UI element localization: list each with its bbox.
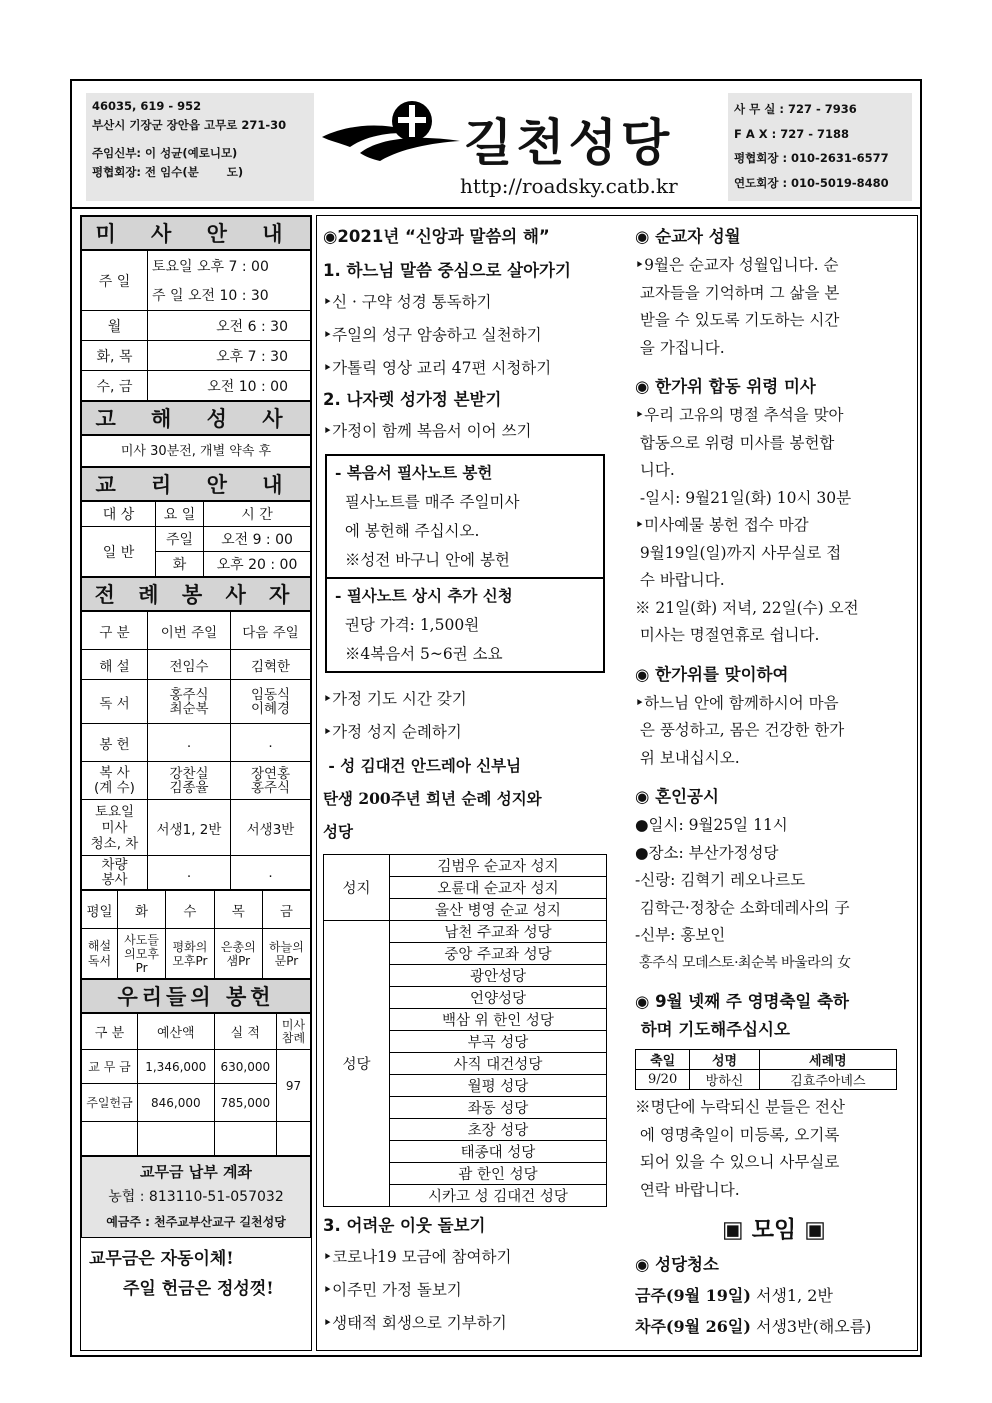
offering-category: 교 무 금 xyxy=(82,1050,138,1084)
doctrine-time: 오후 20 : 00 xyxy=(204,552,311,577)
address-box xyxy=(86,93,314,201)
wedding-line: -신랑: 김혁기 레오나르도 xyxy=(635,871,806,889)
left-column xyxy=(80,215,312,1351)
church-name: 좌동 성당 xyxy=(390,1097,607,1119)
sat-mass-time: 토요일 오후 7 : 00 xyxy=(148,251,311,281)
wedding-title: ◉ 혼인공시 xyxy=(635,787,719,806)
confession-text: 미사 30분전, 개별 약속 후 xyxy=(81,435,311,467)
feast-note-line: ※명단에 누락되신 분들은 전산 xyxy=(635,1098,845,1116)
offering-header: 실 적 xyxy=(214,1014,276,1050)
server-next-week: 장연홍 홍주식 xyxy=(231,762,311,800)
mass-table xyxy=(81,250,311,401)
offering-header: 미사 참례 xyxy=(277,1014,311,1050)
weekday-group: 하늘의 문Pr xyxy=(262,929,310,979)
feast-baptism-name: 김효주아녜스 xyxy=(759,1070,896,1090)
wedding-line: ●장소: 부산가정성당 xyxy=(635,843,779,862)
servers-header: 구 분 xyxy=(82,612,148,650)
weekday-header: 수 xyxy=(166,891,215,929)
church-logo-icon xyxy=(320,97,470,163)
church-name: 부곡 성당 xyxy=(390,1031,607,1053)
doctrine-header: 대 상 xyxy=(82,502,156,527)
address: 부산시 기장군 장안읍 고무로 271-30 xyxy=(92,118,287,132)
weekday-group: 평화의 모후Pr xyxy=(166,929,215,979)
offering-budget: 846,000 xyxy=(138,1084,215,1122)
feast-name: 방하신 xyxy=(690,1070,760,1090)
postal-code: 46035, 619 - 952 xyxy=(92,99,202,113)
feast-title: 하며 기도해주십시오 xyxy=(635,1020,790,1039)
box-line: 권당 가격: 1,500원 xyxy=(335,616,480,634)
notice-line: 주일 헌금은 정성껏! xyxy=(123,1279,274,1299)
servers-table xyxy=(81,611,311,890)
wedding-line: 김학근·정창순 소화데레사의 子 xyxy=(635,898,850,917)
website-link[interactable]: http://roadsky.catb.kr xyxy=(460,174,678,198)
section-1-title: 1. 하느님 말씀 중심으로 살아가기 xyxy=(323,261,571,280)
church-name: 광안성당 xyxy=(390,965,607,987)
church-name: 언양성당 xyxy=(390,987,607,1009)
server-this-week: 서생1, 2반 xyxy=(148,800,231,856)
doctrine-target: 일 반 xyxy=(82,527,156,577)
server-this-week: . xyxy=(148,724,231,762)
cleaning-group: 서생1, 2반 xyxy=(750,1286,833,1305)
section-2-title: 2. 나자렛 성가정 본받기 xyxy=(323,390,502,409)
council-head: 평협회장: 전 임수(분 도) xyxy=(92,165,244,179)
chuseok-mass-line: 미사는 명절연휴로 쉽니다. xyxy=(635,626,820,644)
fax-number: F A X : 727 - 7188 xyxy=(734,126,850,141)
pilgrimage-line: - 성 김대건 안드레아 신부님 xyxy=(323,756,522,775)
server-this-week: 강찬실 김종율 xyxy=(148,762,231,800)
section-2-item: ‣가정이 함께 복음서 이어 쓰기 xyxy=(323,422,532,440)
doctrine-time: 오전 9 : 00 xyxy=(204,527,311,552)
church-label: 성당 xyxy=(324,921,390,1207)
pilgrimage-table xyxy=(323,854,607,1207)
chuseok-mass-line: -일시: 9월21일(화) 10시 30분 xyxy=(635,488,852,507)
feast-note-line: 에 영명축일이 미등록, 오기록 xyxy=(635,1125,840,1144)
church-name: 시카고 성 김대건 성당 xyxy=(390,1185,607,1207)
doctrine-header: 요 일 xyxy=(156,502,204,527)
church-name: 태종대 성당 xyxy=(390,1141,607,1163)
server-this-week: . xyxy=(148,856,231,890)
offering-title: 우리들의 봉헌 xyxy=(81,979,311,1013)
mass-time: 오후 7 : 30 xyxy=(148,341,311,371)
bank-holder: 예금주 : 천주교부산교구 길천성당 xyxy=(106,1215,286,1229)
section-3-item: ‣이주민 가정 돌보기 xyxy=(323,1281,462,1299)
chuseok-mass-line: ‣미사예물 봉헌 접수 마감 xyxy=(635,516,809,534)
mass-title: 미 사 안 내 xyxy=(81,216,311,250)
cleaning-this-week xyxy=(635,1280,913,1311)
martyr-line: 받을 수 있도록 기도하는 시간 xyxy=(635,311,840,329)
feast-title: ◉ 9월 넷째 주 영명축일 축하 xyxy=(635,992,849,1011)
pilgrimage-line: 성당 xyxy=(323,822,353,841)
servers-header: 이번 주일 xyxy=(148,612,231,650)
section-2-item: ‣가정 기도 시간 갖기 xyxy=(323,690,467,708)
feast-note-line: 되어 있을 수 있으니 사무실로 xyxy=(635,1153,840,1171)
sun-mass-time: 주 일 오전 10 : 30 xyxy=(148,281,311,311)
server-next-week: . xyxy=(231,856,311,890)
weekday-header: 평일 xyxy=(82,891,118,929)
pastor: 주임신부: 이 성균(예로니모) xyxy=(92,146,238,160)
bank-account-box xyxy=(81,1156,311,1238)
office-phone: 사 무 실 : 727 - 7936 xyxy=(734,102,857,116)
bank-account: 농협 : 813110-51-057032 xyxy=(108,1189,284,1205)
header xyxy=(72,81,920,209)
chuseok-mass-line: ※ 21일(화) 저녁, 22일(수) 오전 xyxy=(635,598,859,617)
section-3-item: ‣코로나19 모금에 참여하기 xyxy=(323,1248,512,1266)
mass-day: 화, 목 xyxy=(82,341,148,371)
wedding-line: ●일시: 9월25일 11시 xyxy=(635,816,788,834)
doctrine-title: 교 리 안 내 xyxy=(81,467,311,501)
church-name: 중앙 주교좌 성당 xyxy=(390,943,607,965)
section-3-item: ‣생태적 회생으로 기부하기 xyxy=(323,1314,507,1332)
year-title: ◉2021년 “신앙과 말씀의 해” xyxy=(323,227,550,246)
box-line: ※4복음서 5~6권 소요 xyxy=(335,645,503,663)
shrine-label: 성지 xyxy=(324,855,390,921)
doctrine-day: 화 xyxy=(156,552,204,577)
church-name: 초장 성당 xyxy=(390,1119,607,1141)
doctrine-table xyxy=(81,501,311,577)
weekday-group: 사도들 의모후 Pr xyxy=(118,929,166,979)
server-role: 복 사 (계 수) xyxy=(82,762,148,800)
church-name: 괌 한인 성당 xyxy=(390,1163,607,1185)
chuseok-mass-title: ◉ 한가위 합동 위령 미사 xyxy=(635,377,816,396)
martyr-line: 을 가집니다. xyxy=(635,338,725,357)
box-line: ※성전 바구니 안에 봉헌 xyxy=(335,551,510,569)
chuseok-greeting-title: ◉ 한가위를 맞이하여 xyxy=(635,664,789,684)
pilgrimage-line: 탄생 200주년 희년 순례 성지와 xyxy=(323,789,542,808)
server-role: 차량 봉사 xyxy=(82,856,148,890)
feast-header: 성명 xyxy=(690,1050,760,1070)
section-1-item: ‣가톨릭 영상 교리 47편 시청하기 xyxy=(323,359,552,377)
offering-budget: 1,346,000 xyxy=(138,1050,215,1084)
weekday-servers-table xyxy=(81,890,311,979)
offering-header: 구 분 xyxy=(82,1014,138,1050)
right-column xyxy=(635,222,913,1342)
mass-day: 수, 금 xyxy=(82,371,148,401)
server-next-week: 김혁한 xyxy=(231,650,311,680)
church-name: 백삼 위 한인 성당 xyxy=(390,1009,607,1031)
weekday-role: 해설 독서 xyxy=(82,929,118,979)
server-this-week: 홍주식 최순복 xyxy=(148,680,231,724)
cleaning-next-week xyxy=(635,1311,913,1342)
cleaning-date: 금주(9월 19일) xyxy=(635,1286,751,1305)
chuseok-mass-line: 수 바랍니다. xyxy=(635,571,725,589)
chuseok-greeting-line: 위 보내십시오. xyxy=(635,748,740,767)
shrine-name: 울산 병영 순교 성지 xyxy=(390,899,607,921)
bank-title: 교무금 납부 계좌 xyxy=(140,1163,252,1181)
server-next-week: 임동식 이혜경 xyxy=(231,680,311,724)
feast-date: 9/20 xyxy=(636,1070,690,1090)
feast-header: 세례명 xyxy=(759,1050,896,1070)
feast-note-line: 연락 바랍니다. xyxy=(635,1180,740,1199)
mass-day: 월 xyxy=(82,311,148,341)
cleaning-group: 서생3반(해오름) xyxy=(750,1317,872,1336)
main-column xyxy=(316,215,918,1351)
weekday-group: 은총의 샘Pr xyxy=(214,929,262,979)
box-heading: - 복음서 필사노트 봉헌 xyxy=(335,463,493,482)
server-next-week: 서생3반 xyxy=(231,800,311,856)
center-column xyxy=(323,222,607,1340)
offering-actual: 630,000 xyxy=(214,1050,276,1084)
doctrine-day: 주일 xyxy=(156,527,204,552)
bulletin-frame xyxy=(70,79,922,1357)
offering-notice xyxy=(81,1238,311,1310)
chuseok-mass-line: 9월19일(일)까지 사무실로 접 xyxy=(635,543,842,562)
box-line: 에 봉헌해 주십시오. xyxy=(335,522,480,540)
church-name: 월평 성당 xyxy=(390,1075,607,1097)
martyr-line: ‣9월은 순교자 성월입니다. 순 xyxy=(635,256,839,274)
feast-table xyxy=(635,1049,897,1090)
server-next-week: . xyxy=(231,724,311,762)
mass-attendance: 97 xyxy=(277,1050,311,1122)
weekday-header: 목 xyxy=(214,891,262,929)
chuseok-greeting-line: ‣하느님 안에 함께하시어 마음 xyxy=(635,693,839,712)
server-role: 해 설 xyxy=(82,650,148,680)
weekday-header: 화 xyxy=(118,891,166,929)
offering-table xyxy=(81,1013,311,1156)
servers-header: 다음 주일 xyxy=(231,612,311,650)
mass-time: 오전 6 : 30 xyxy=(148,311,311,341)
server-role: 토요일 미사 청소, 차 xyxy=(82,800,148,856)
transcription-box xyxy=(325,454,605,673)
sunday-label: 주 일 xyxy=(82,251,148,311)
server-this-week: 전임수 xyxy=(148,650,231,680)
martyr-line: 교자들을 기억하며 그 삶을 본 xyxy=(635,283,840,302)
meeting-title: ▣ 모임 ▣ xyxy=(722,1217,826,1243)
server-role: 독 서 xyxy=(82,680,148,724)
chuseok-mass-line: 합동으로 위령 미사를 봉헌합 xyxy=(635,433,835,452)
notice-line: 교무금은 자동이체! xyxy=(89,1249,234,1269)
contact-box xyxy=(728,93,912,201)
offering-category: 주일헌금 xyxy=(82,1084,138,1122)
cleaning-date: 차주(9월 26일) xyxy=(635,1317,751,1336)
shrine-name: 오륜대 순교자 성지 xyxy=(390,877,607,899)
youth-phone: 연도회장 : 010-5019-8480 xyxy=(734,175,889,190)
box-line: 필사노트를 매주 주일미사 xyxy=(335,493,520,511)
section-2-item: ‣가정 성지 순례하기 xyxy=(323,723,462,741)
chuseok-mass-line: 니다. xyxy=(635,461,675,479)
server-role: 봉 헌 xyxy=(82,724,148,762)
offering-header: 예산액 xyxy=(138,1014,215,1050)
section-3-title: 3. 어려운 이웃 돌보기 xyxy=(323,1216,486,1235)
box-heading: - 필사노트 상시 추가 신청 xyxy=(335,586,513,605)
council-phone: 평협회장 : 010-2631-6577 xyxy=(734,151,889,165)
chuseok-mass-line: ‣우리 고유의 명절 추석을 맞아 xyxy=(635,406,844,424)
confession-title: 고 해 성 사 xyxy=(81,401,311,435)
weekday-header: 금 xyxy=(262,891,310,929)
church-name: 사직 대건성당 xyxy=(390,1053,607,1075)
servers-title: 전 례 봉 사 자 xyxy=(81,577,311,611)
section-1-item: ‣주일의 성구 암송하고 실천하기 xyxy=(323,326,542,344)
chuseok-greeting-line: 은 풍성하고, 몸은 건강한 한가 xyxy=(635,721,845,739)
shrine-name: 김범우 순교자 성지 xyxy=(390,855,607,877)
doctrine-header: 시 간 xyxy=(204,502,311,527)
cleaning-title: ◉ 성당청소 xyxy=(635,1255,719,1274)
feast-header: 축일 xyxy=(636,1050,690,1070)
wedding-line: 홍주식 모데스토·최순복 바울라의 女 xyxy=(635,954,851,971)
wedding-line: -신부: 홍보인 xyxy=(635,926,726,944)
church-name: 길천성당 xyxy=(464,114,674,172)
section-1-item: ‣신 · 구약 성경 통독하기 xyxy=(323,293,492,311)
martyr-title: ◉ 순교자 성월 xyxy=(635,227,741,246)
mass-time: 오전 10 : 00 xyxy=(148,371,311,401)
church-name: 남천 주교좌 성당 xyxy=(390,921,607,943)
offering-actual: 785,000 xyxy=(214,1084,276,1122)
